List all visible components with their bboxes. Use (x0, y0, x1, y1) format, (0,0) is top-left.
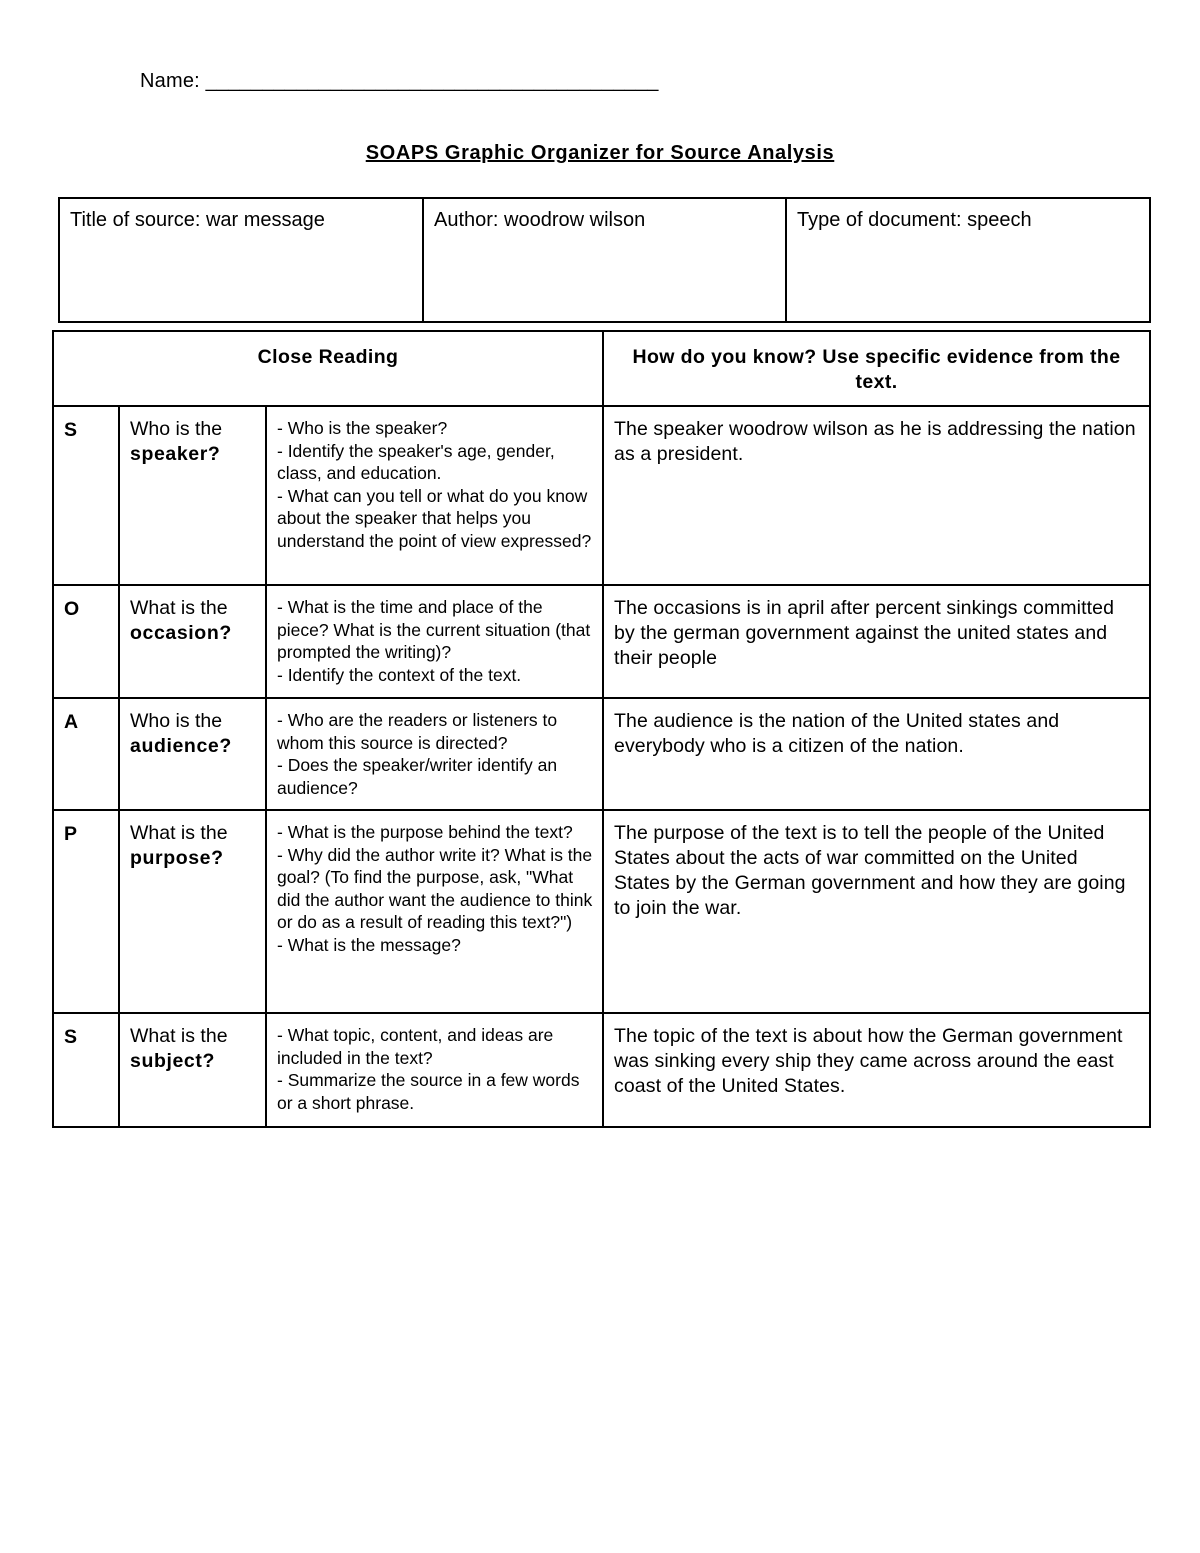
prompt-cell (266, 585, 603, 698)
answer-cell[interactable]: The audience is the nation of the United states and everybody who is a citizen of the nation. (603, 698, 1150, 810)
table-row (53, 1013, 1150, 1127)
prompt-line: - Identify the context of the text. (277, 664, 522, 685)
table-row (53, 585, 1150, 698)
source-info-table (58, 197, 1151, 323)
soaps-letter: O (53, 585, 119, 698)
question-keyword: purpose? (130, 847, 224, 869)
question-prefix: What is the (130, 1025, 228, 1047)
soaps-letter: S (53, 1013, 119, 1127)
prompt-line: - Who is the speaker? (277, 418, 448, 438)
prompt-cell (266, 406, 603, 585)
author-cell[interactable]: Author: woodrow wilson (423, 198, 786, 322)
table-row (53, 406, 1150, 585)
table-header-row (53, 331, 1150, 406)
prompt-cell (266, 810, 603, 1013)
question-cell (119, 406, 266, 585)
answer-cell[interactable]: The topic of the text is about how the German government was sinking every ship they came across around the east coast of the United States. (603, 1013, 1150, 1127)
prompt-line: - Does the speaker/writer identify an audience? (277, 755, 558, 798)
question-cell (119, 1013, 266, 1127)
title-of-source-cell[interactable]: Title of source: war message (59, 198, 423, 322)
question-prefix: What is the (130, 597, 228, 619)
prompt-line: - Who are the readers or listeners to whom this source is directed? (277, 710, 558, 753)
table-row (53, 810, 1150, 1013)
soaps-letter: S (53, 406, 119, 585)
prompt-cell (266, 698, 603, 810)
question-prefix: Who is the (130, 418, 223, 440)
prompt-line: - What can you tell or what do you know about the speaker that helps you understand the point of view expressed? (277, 485, 592, 551)
answer-cell[interactable]: The speaker woodrow wilson as he is addressing the nation as a president. (603, 406, 1150, 585)
question-cell (119, 698, 266, 810)
table-row (53, 698, 1150, 810)
prompt-line: - What is the purpose behind the text? (277, 822, 573, 842)
prompt-cell (266, 1013, 603, 1127)
name-field[interactable]: Name: ________________________________________ (140, 70, 659, 92)
answer-cell[interactable]: The occasions is in april after percent sinkings committed by the german government against the united states and their people (603, 585, 1150, 698)
question-cell (119, 585, 266, 698)
soaps-letter: P (53, 810, 119, 1013)
prompt-line: - Summarize the source in a few words or a short phrase. (277, 1070, 580, 1113)
question-cell (119, 810, 266, 1013)
answer-cell[interactable]: The purpose of the text is to tell the people of the United States about the acts of war committed on the United States by the German government and how they are going to join the war. (603, 810, 1150, 1013)
soaps-table (52, 330, 1151, 1128)
question-keyword: occasion? (130, 622, 232, 644)
question-keyword: speaker? (130, 443, 221, 465)
prompt-line: - What is the time and place of the piece? What is the current situation (that prompted the writing)? (277, 597, 591, 662)
question-keyword: subject? (130, 1050, 215, 1072)
prompt-line: - What is the message? (277, 934, 461, 955)
close-reading-header: Close Reading (53, 331, 603, 406)
page-title: SOAPS Graphic Organizer for Source Analysis (365, 142, 835, 164)
soaps-letter: A (53, 698, 119, 810)
prompt-line: - Identify the speaker's age, gender, class, and education. (277, 440, 555, 483)
question-keyword: audience? (130, 735, 232, 757)
question-prefix: Who is the (130, 710, 223, 732)
type-of-document-cell[interactable]: Type of document: speech (786, 198, 1150, 322)
prompt-line: - Why did the author write it? What is the goal? (To find the purpose, ask, "What did the author want the audience to think or do as a result of reading this text?") (277, 844, 593, 932)
question-prefix: What is the (130, 822, 228, 844)
prompt-line: - What topic, content, and ideas are included in the text? (277, 1025, 554, 1068)
evidence-header: How do you know? Use specific evidence from the text. (603, 331, 1150, 406)
